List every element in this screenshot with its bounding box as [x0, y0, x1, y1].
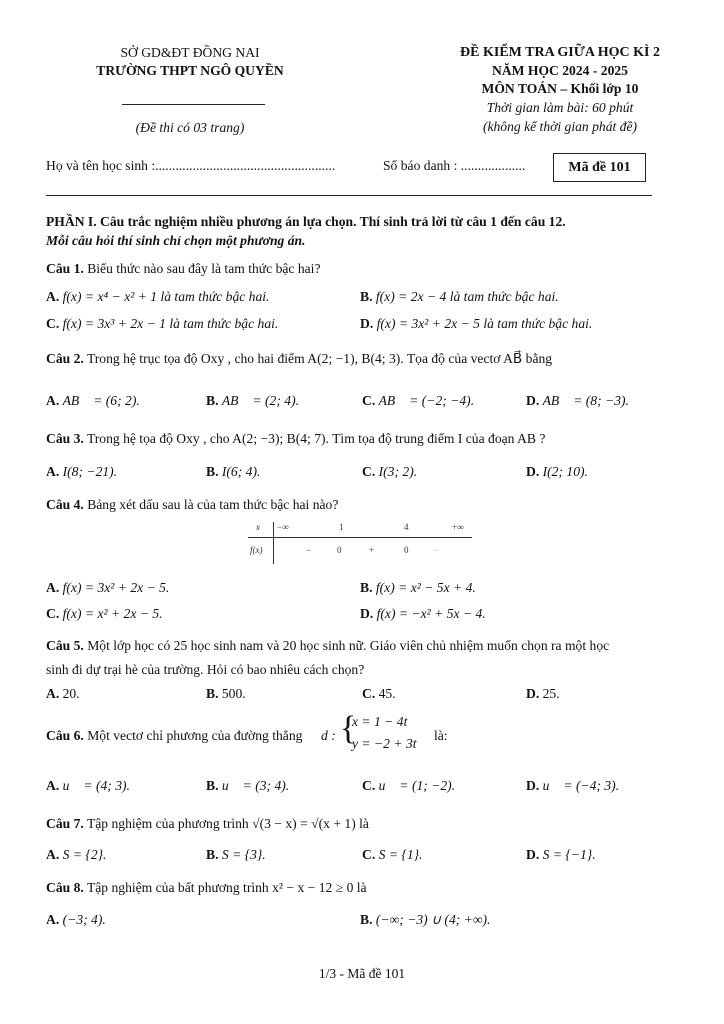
sign-table-vline — [273, 522, 274, 564]
question-text: Biểu thức nào sau đây là tam thức bậc hai? — [87, 261, 321, 276]
subject-grade: MÔN TOÁN – Khối lớp 10 — [481, 81, 639, 96]
option-c[interactable]: C. 45. — [362, 686, 396, 701]
sign-table-x-value: −∞ — [277, 522, 289, 532]
option-b[interactable]: B. 500. — [206, 686, 246, 701]
student-name-field: Họ và tên học sinh :..................................................... — [46, 158, 336, 173]
option-d[interactable]: D. AB⃗ = (8; −3). — [526, 393, 629, 408]
question-label: Câu 6. — [46, 728, 84, 743]
option-d[interactable]: D. I(2; 10). — [526, 464, 588, 479]
line-name: d : — [321, 728, 336, 743]
exam-code-box: Mã đề 101 — [553, 153, 646, 182]
school-year: NĂM HỌC 2024 - 2025 — [492, 63, 628, 78]
option-b[interactable]: B. f(x) = x² − 5x + 4. — [360, 580, 476, 595]
question-label: Câu 2. — [46, 351, 84, 366]
option-a[interactable]: A. 20. — [46, 686, 80, 701]
sign-table-hline — [248, 537, 472, 538]
school-department: SỞ GD&ĐT ĐỒNG NAI — [120, 45, 260, 60]
question-1 — [46, 261, 320, 277]
sign-table-x-value: 1 — [339, 522, 344, 532]
option-a[interactable]: A. f(x) = x⁴ − x² + 1 là tam thức bậc hai. — [46, 289, 270, 304]
question-label: Câu 7. — [46, 816, 84, 831]
question-label: Câu 1. — [46, 261, 84, 276]
option-c[interactable]: C. I(3; 2). — [362, 464, 418, 479]
question-3 — [46, 431, 545, 447]
option-c[interactable]: C. u⃗ = (1; −2). — [362, 778, 456, 793]
question-7 — [46, 816, 369, 832]
question-label: Câu 3. — [46, 431, 84, 446]
page-footer: 1/3 - Mã đề 101 — [318, 966, 406, 981]
option-b[interactable]: B. (−∞; −3) ∪ (4; +∞). — [360, 912, 491, 927]
page-count-note: (Đề thi có 03 trang) — [135, 120, 245, 135]
school-name: TRƯỜNG THPT NGÔ QUYỀN — [96, 63, 284, 78]
param-eq-y: y = −2 + 3t — [352, 736, 417, 751]
sign-table-sign: − — [433, 545, 439, 555]
question-6 — [46, 728, 302, 744]
option-d[interactable]: D. f(x) = −x² + 5x − 4. — [360, 606, 486, 621]
question-label: Câu 8. — [46, 880, 84, 895]
question-tail: là: — [434, 728, 448, 743]
info-divider — [46, 195, 652, 196]
question-label: Câu 5. — [46, 638, 84, 653]
time-note: (không kể thời gian phát đề) — [482, 119, 638, 134]
option-a[interactable]: A. u⃗ = (4; 3). — [46, 778, 130, 793]
question-5 — [46, 638, 609, 654]
option-b[interactable]: B. u⃗ = (3; 4). — [206, 778, 290, 793]
option-a[interactable]: A. f(x) = 3x² + 2x − 5. — [46, 580, 170, 595]
question-text: Trong hệ trục tọa độ Oxy , cho hai điểm A(2; −1), B(4; 3). Tọa độ của vectơ AB⃗ bằng — [86, 351, 553, 366]
sign-table-fx-label: f(x) — [250, 545, 263, 555]
sign-table — [248, 520, 472, 564]
option-d[interactable]: D. 25. — [526, 686, 560, 701]
option-c[interactable]: C. S = {1}. — [362, 847, 423, 862]
exam-title: ĐỀ KIỂM TRA GIỮA HỌC KÌ 2 — [460, 45, 660, 60]
question-8 — [46, 880, 367, 896]
option-c[interactable]: C. f(x) = x² + 2x − 5. — [46, 606, 163, 621]
sign-table-x-label: x — [256, 522, 260, 532]
option-a[interactable]: A. I(8; −21). — [46, 464, 118, 479]
sign-table-sign: 0 — [404, 545, 409, 555]
option-b[interactable]: B. I(6; 4). — [206, 464, 261, 479]
question-text: Tập nghiệm của bất phương trình x² − x − 12 ≥ 0 là — [86, 880, 367, 895]
student-id-field: Số báo danh : ................... — [383, 158, 526, 173]
sign-table-x-value: +∞ — [452, 522, 464, 532]
param-eq-x: x = 1 − 4t — [352, 714, 408, 729]
option-b[interactable]: B. f(x) = 2x − 4 là tam thức bậc hai. — [360, 289, 559, 304]
option-d[interactable]: D. f(x) = 3x² + 2x − 5 là tam thức bậc hai. — [360, 316, 593, 331]
question-text: Tập nghiệm của phương trình √(3 − x) = √(x + 1) là — [86, 816, 369, 831]
option-a[interactable]: A. (−3; 4). — [46, 912, 106, 927]
option-d[interactable]: D. u⃗ = (−4; 3). — [526, 778, 620, 793]
option-d[interactable]: D. S = {−1}. — [526, 847, 596, 862]
option-b[interactable]: B. AB⃗ = (2; 4). — [206, 393, 299, 408]
question-text: Một lớp học có 25 học sinh nam và 20 học sinh nữ. Giáo viên chủ nhiệm muốn chọn ra một học — [87, 638, 610, 653]
question-text: Bảng xét dấu sau là của tam thức bậc hai nào? — [87, 497, 339, 512]
question-4 — [46, 497, 338, 513]
time-limit: Thời gian làm bài: 60 phút — [486, 100, 634, 115]
sign-table-sign: 0 — [337, 545, 342, 555]
option-c[interactable]: C. f(x) = 3x³ + 2x − 1 là tam thức bậc hai. — [46, 316, 279, 331]
option-c[interactable]: C. AB⃗ = (−2; −4). — [362, 393, 475, 408]
option-a[interactable]: A. AB⃗ = (6; 2). — [46, 393, 140, 408]
sign-table-sign: + — [369, 545, 375, 555]
part-subtitle: Mỗi câu hỏi thí sinh chỉ chọn một phương án. — [46, 233, 306, 248]
question-label: Câu 4. — [46, 497, 84, 512]
part-title: PHẦN I. Câu trắc nghiệm nhiều phương án lựa chọn. Thí sinh trả lời từ câu 1 đến câu 12. — [46, 214, 566, 229]
question-text-continued: sinh đi dự trại hè của trường. Hỏi có bao nhiêu cách chọn? — [46, 662, 365, 677]
question-text: Một vectơ chỉ phương của đường thẳng — [87, 728, 303, 743]
option-a[interactable]: A. S = {2}. — [46, 847, 107, 862]
system-brace: { — [340, 710, 357, 747]
sign-table-sign: − — [306, 545, 312, 555]
sign-table-x-value: 4 — [404, 522, 409, 532]
question-2 — [46, 351, 552, 367]
question-text: Trong hệ tọa độ Oxy , cho A(2; −3); B(4; 7). Tìm tọa độ trung điểm I của đoạn AB ? — [86, 431, 546, 446]
option-b[interactable]: B. S = {3}. — [206, 847, 266, 862]
header-divider-left — [122, 104, 265, 105]
